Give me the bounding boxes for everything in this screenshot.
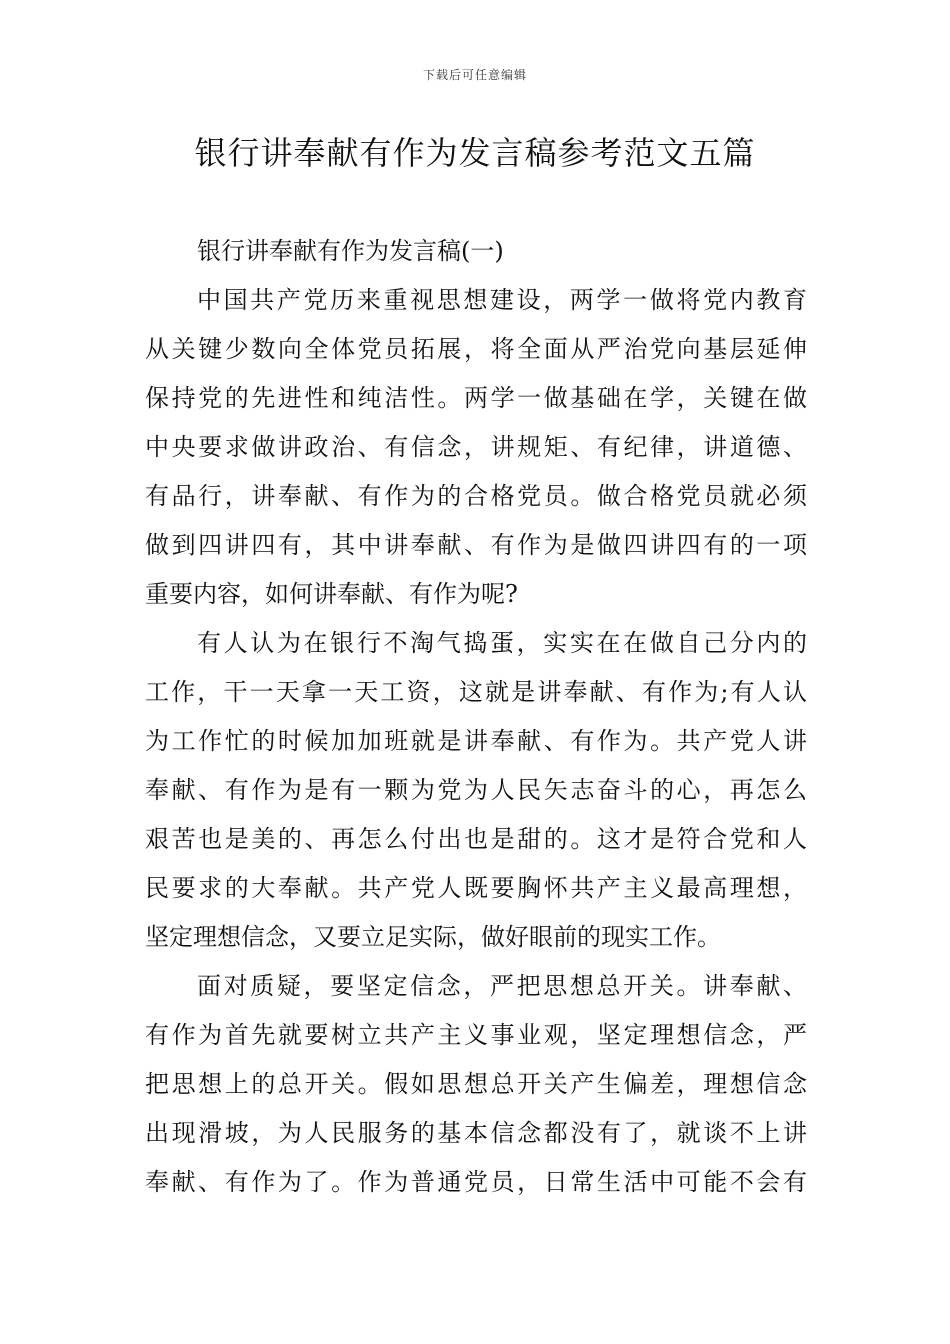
document-title: 银行讲奉献有作为发言稿参考范文五篇: [194, 134, 756, 172]
paragraph-3: [145, 962, 807, 1207]
paragraph-line: 有作为首先就要树立共产主义事业观，坚定理想信念，严: [145, 1021, 807, 1049]
paragraph-line: 重要内容，如何讲奉献、有作为呢?: [145, 580, 518, 608]
paragraph-line: 从关键少数向全体党员拓展，将全面从严治党向基层延伸: [145, 335, 807, 363]
paragraph-line: 把思想上的总开关。假如思想总开关产生偏差，理想信念: [145, 1070, 807, 1098]
paragraph-line: 有人认为在银行不淘气捣蛋，实实在在做自己分内的: [197, 629, 807, 657]
paragraph-line: 保持党的先进性和纯洁性。两学一做基础在学，关键在做: [145, 384, 807, 412]
paragraph-1: [145, 276, 807, 619]
paragraph-line: 工作，干一天拿一天工资，这就是讲奉献、有作为;有人认: [145, 678, 807, 706]
paragraph-line: 中央要求做讲政治、有信念，讲规矩、有纪律，讲道德、: [145, 433, 807, 461]
paragraph-line: 有品行，讲奉献、有作为的合格党员。做合格党员就必须: [145, 482, 807, 510]
header-note: 下载后可任意编辑: [422, 68, 527, 82]
paragraph-line: 出现滑坡，为人民服务的基本信念都没有了，就谈不上讲: [145, 1119, 807, 1147]
paragraph-2: [145, 619, 807, 962]
paragraph-line: 为工作忙的时候加加班就是讲奉献、有作为。共产党人讲: [145, 727, 807, 755]
section-subtitle: 银行讲奉献有作为发言稿(一): [197, 237, 504, 265]
paragraph-line: 奉献、有作为是有一颗为党为人民矢志奋斗的心，再怎么: [145, 776, 807, 804]
paragraph-line: 面对质疑，要坚定信念，严把思想总开关。讲奉献、: [197, 972, 807, 1000]
paragraph-line: 艰苦也是美的、再怎么付出也是甜的。这才是符合党和人: [145, 825, 807, 853]
paragraph-line: 奉献、有作为了。作为普通党员，日常生活中可能不会有: [145, 1168, 807, 1196]
paragraph-line: 中国共产党历来重视思想建设，两学一做将党内教育: [197, 286, 807, 314]
paragraph-line: 做到四讲四有，其中讲奉献、有作为是做四讲四有的一项: [145, 531, 807, 559]
paragraph-line: 坚定理想信念，又要立足实际，做好眼前的现实工作。: [145, 923, 721, 951]
document-body: [145, 227, 807, 1207]
paragraph-line: 民要求的大奉献。共产党人既要胸怀共产主义最高理想，: [145, 874, 807, 902]
